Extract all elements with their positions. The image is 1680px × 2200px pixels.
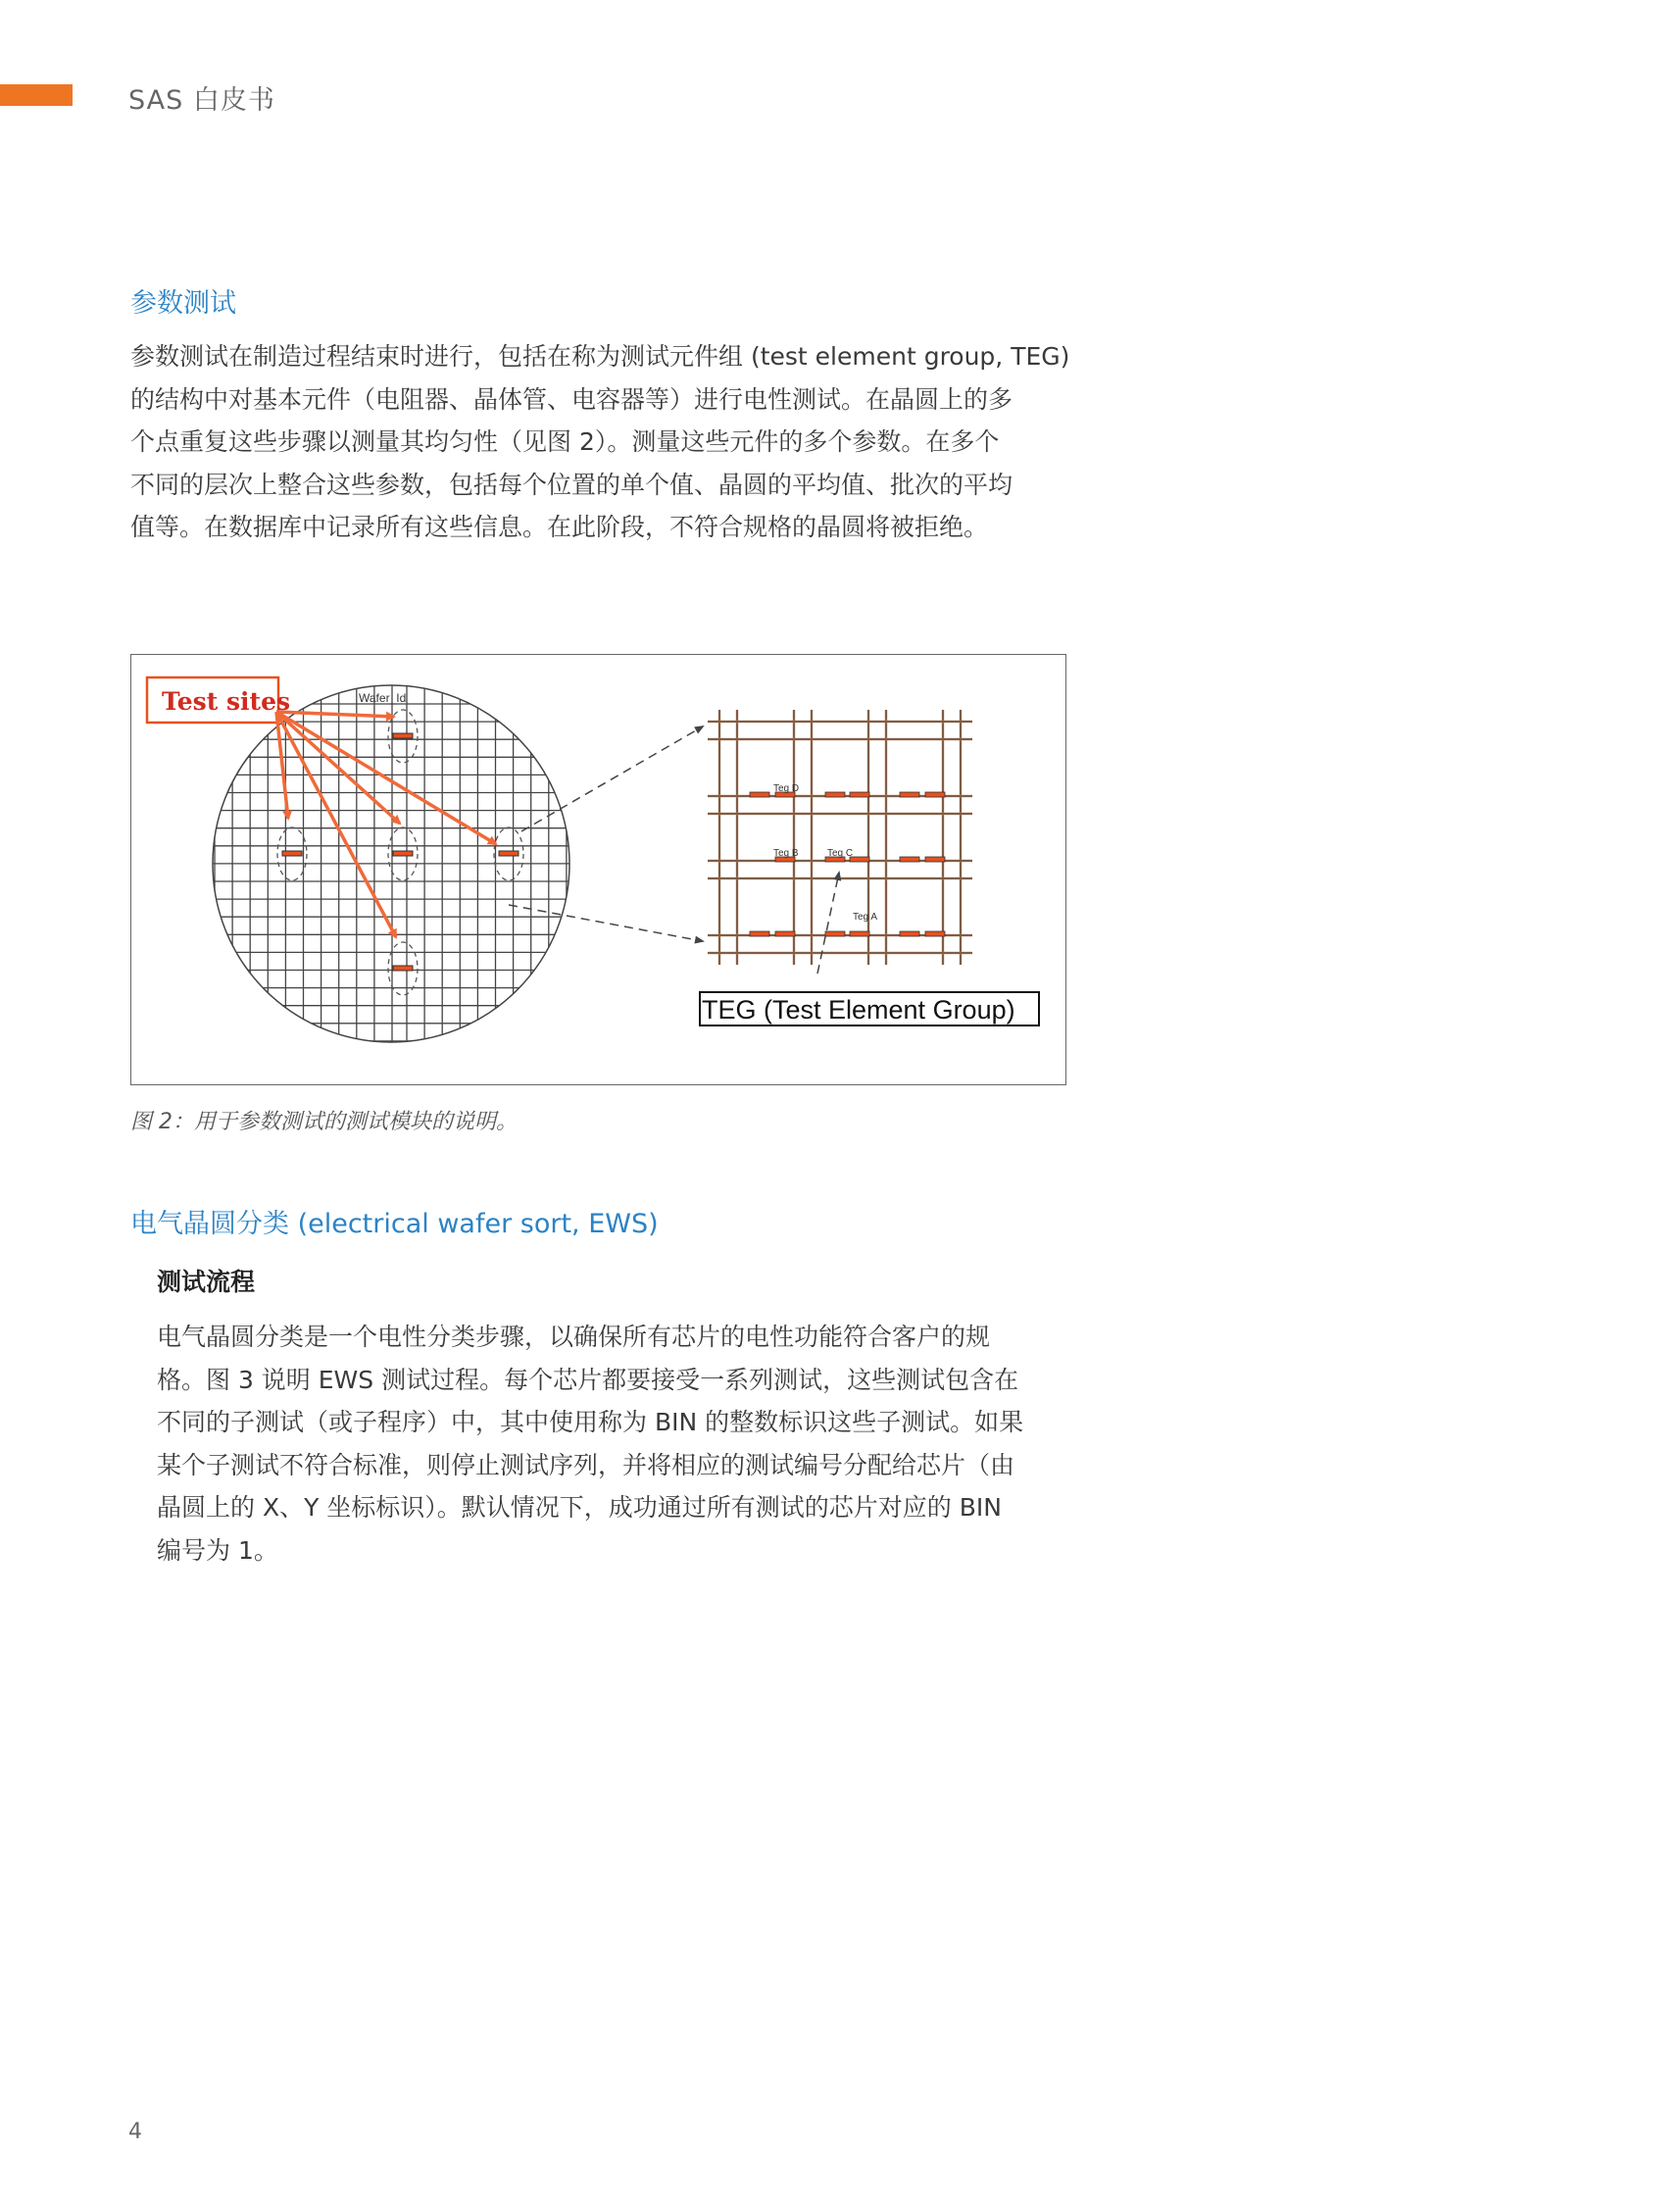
teg-grid [708,710,972,965]
paragraph-parametric [130,335,1069,549]
text-line: 不同的子测试（或子程序）中，其中使用称为 BIN 的整数标识这些子测试。如果 [157,1408,1024,1436]
figure-diagram [131,655,1067,1086]
teg-c-pointer [817,873,839,974]
text-line: 参数测试在制造过程结束时进行，包括在称为测试元件组 (test element group, TEG) [130,342,1070,371]
teg-b-label: Teg B [773,848,799,859]
wafer-id-label: Wafer_Id [359,691,407,705]
text-line: 电气晶圆分类是一个电性分类步骤，以确保所有芯片的电性功能符合客户的规 [157,1323,991,1351]
figure-caption: 图 2：用于参数测试的测试模块的说明。 [130,1110,518,1134]
section-heading-ews: 电气晶圆分类 (electrical wafer sort, EWS) [130,1209,659,1239]
text-line: 个点重复这些步骤以测量其均匀性（见图 2）。测量这些元件的多个参数。在多个 [130,427,1000,456]
wafer [210,684,619,1047]
text-line: 格。图 3 说明 EWS 测试过程。每个芯片都要接受一系列测试，这些测试包含在 [157,1365,1019,1394]
page-number: 4 [128,2120,142,2144]
section-heading-parametric: 参数测试 [130,288,236,319]
subheading-test-flow: 测试流程 [157,1268,256,1296]
paragraph-ews [157,1316,1023,1572]
text-line: 不同的层次上整合这些参数，包括每个位置的单个值、晶圆的平均值、批次的平均 [130,470,1013,499]
figure-wafer-teg [130,654,1066,1085]
text-line: 编号为 1。 [157,1535,278,1565]
teg-d-label: Teg D [773,783,800,794]
teg-a-label: Teg A [853,912,878,923]
running-header: SAS 白皮书 [128,85,275,116]
text-line: 晶圆上的 X、Y 坐标标识）。默认情况下，成功通过所有测试的芯片对应的 BIN [157,1493,1002,1522]
test-sites-label: Test sites [162,687,291,716]
text-line: 的结构中对基本元件（电阻器、晶体管、电容器等）进行电性测试。在晶圆上的多 [130,384,1013,414]
header-accent-bar [0,84,73,106]
teg-c-label: Teg C [827,848,854,859]
teg-label: TEG (Test Element Group) [702,995,1015,1025]
text-line: 某个子测试不符合标准，则停止测试序列，并将相应的测试编号分配给芯片（由 [157,1450,1015,1479]
text-line: 值等。在数据库中记录所有这些信息。在此阶段，不符合规格的晶圆将被拒绝。 [130,513,989,541]
